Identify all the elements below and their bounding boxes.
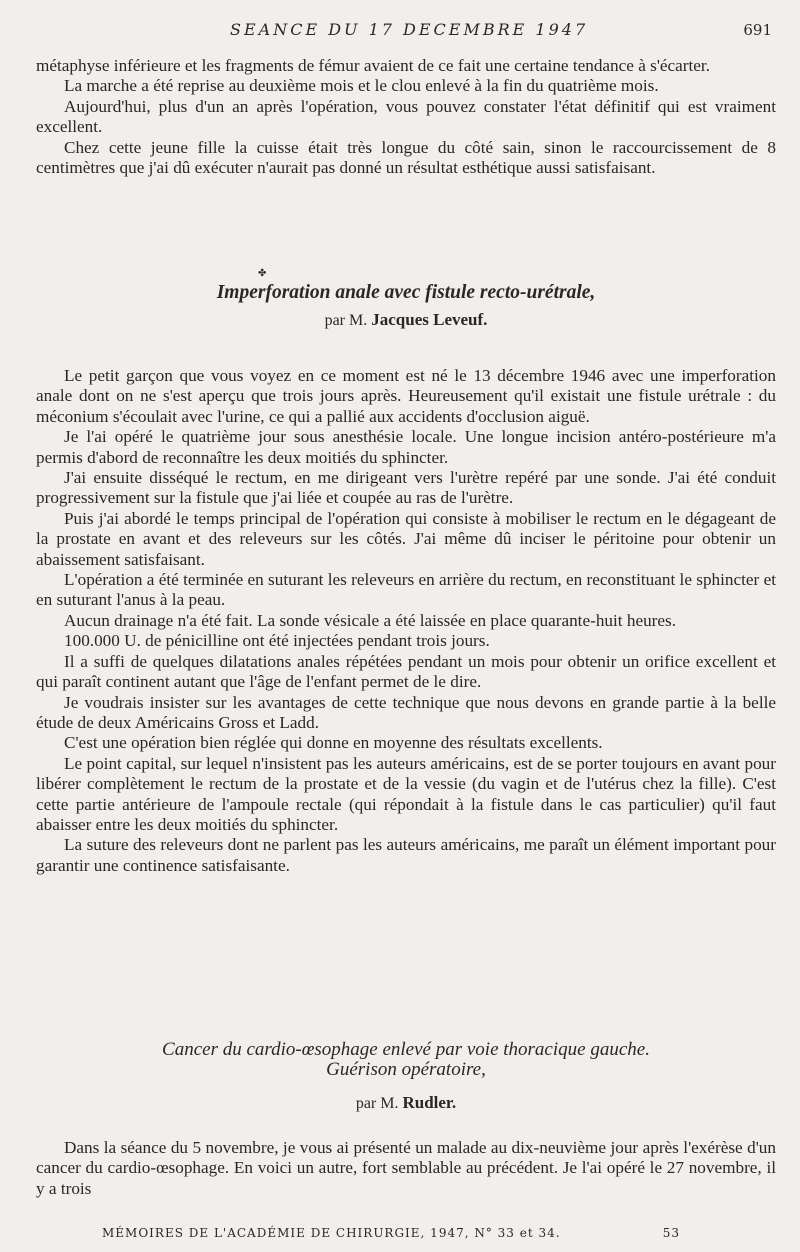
article-2-body bbox=[36, 1138, 776, 1199]
paragraph: métaphyse inférieure et les fragments de fémur avaient de ce fait une certaine tendance à s'écarter. bbox=[36, 56, 711, 75]
paragraph: Aucun drainage n'a été fait. La sonde vésicale a été laissée en place quarante-huit heures. bbox=[64, 610, 677, 630]
author-name: Rudler. bbox=[402, 1092, 457, 1112]
sheet-number: 53 bbox=[662, 1226, 680, 1240]
byline bbox=[36, 1093, 776, 1114]
author-name: Jacques Leveuf. bbox=[371, 310, 488, 330]
article-1-heading bbox=[36, 283, 776, 332]
paragraph: La marche a été reprise au deuxième mois et le clou enlevé à la fin du quatrième mois. bbox=[64, 76, 659, 96]
article-title: Imperforation anale avec fistule recto-urétrale, bbox=[216, 282, 596, 303]
continued-text bbox=[36, 56, 776, 178]
paragraph: J'ai ensuite disséqué le rectum, en me dirigeant vers l'urètre repéré par une sonde. J'ai été conduit progressivement sur la fistule que j'ai liée et coupée au ras de l'urètre. bbox=[36, 468, 776, 508]
paragraph: Je l'ai opéré le quatrième jour sous anesthésie locale. Une longue incision antéro-postérieure m'a permis d'abord de reconnaître les deux moitiés du sphincter. bbox=[36, 427, 776, 467]
article-1-body bbox=[36, 366, 776, 876]
article-title: Guérison opératoire, bbox=[326, 1059, 486, 1081]
paragraph: La suture des releveurs dont ne parlent pas les auteurs américains, me paraît un élément important pour garantir une continence satisfaisante. bbox=[36, 835, 776, 875]
paragraph: Le petit garçon que vous voyez en ce moment est né le 13 décembre 1946 avec une imperforation anale dont on ne s'est aperçu que trois jours après. Heureusement qu'il existait une fistule urétrale : du méconium s'écoulait avec l'urine, ce qui a pallié aux accidents d'occlusion aiguë. bbox=[36, 366, 776, 426]
journal-citation: MÉMOIRES DE L'ACADÉMIE DE CHIRURGIE, 1947, N° 33 et 34. bbox=[102, 1226, 561, 1240]
byline-prefix: par M. bbox=[355, 1094, 399, 1112]
running-title: SEANCE DU 17 DECEMBRE 1947 bbox=[230, 20, 589, 39]
byline bbox=[36, 310, 776, 331]
paragraph: Puis j'ai abordé le temps principal de l'opération qui consiste à mobiliser le rectum en le dégageant de la prostate en avant et des releveurs sur les côtés. J'ai même dû inciser le péritoine pour obtenir un abaissement satisfaisant. bbox=[36, 508, 776, 569]
article-title: Cancer du cardio-œsophage enlevé par voie thoracique gauche. bbox=[162, 1039, 650, 1060]
paragraph: Aujourd'hui, plus d'un an après l'opération, vous pouvez constater l'état définitif qui est vraiment excellent. bbox=[36, 96, 776, 137]
paragraph: 100.000 U. de pénicilline ont été injectées pendant trois jours. bbox=[64, 631, 490, 651]
print-mark: ✤ bbox=[258, 268, 267, 279]
paragraph: C'est une opération bien réglée qui donne en moyenne des résultats excellents. bbox=[64, 733, 603, 753]
page-number: 691 bbox=[743, 21, 772, 39]
paragraph: L'opération a été terminée en suturant les releveurs en arrière du rectum, en reconstituant le sphincter et en suturant l'anus à la peau. bbox=[36, 570, 776, 610]
byline-prefix: par M. bbox=[324, 312, 368, 330]
paragraph: Dans la séance du 5 novembre, je vous ai présenté un malade au dix-neuvième jour après l'exérèse d'un cancer du cardio-œsophage. En voici un autre, fort semblable au précédent. Je l'ai opéré le 27 novembre, il y a trois bbox=[36, 1138, 776, 1198]
paragraph: Je voudrais insister sur les avantages de cette technique que nous devons en grande partie à la belle étude de deux Américains Gross et Ladd. bbox=[36, 692, 776, 732]
running-header bbox=[0, 20, 800, 44]
paragraph: Chez cette jeune fille la cuisse était très longue du côté sain, sinon le raccourcissement de 8 centimètres que j'ai dû exécuter n'aurait pas donné un résultat esthétique aussi satisfaisant. bbox=[36, 137, 776, 178]
paragraph: Il a suffi de quelques dilatations anales répétées pendant un mois pour obtenir un orifice excellent et qui paraît continent autant que l'âge de l'enfant permet de le dire. bbox=[36, 651, 776, 692]
paragraph: Le point capital, sur lequel n'insistent pas les auteurs américains, est de se porter toujours en avant pour libérer complètement le rectum de la prostate et de la vessie (du vagin et de l'utérus chez la fille). C'est cette partie antérieure de l'ampoule rectale (qui répondait à la fistule dans le cas particulier) qu'il faut abaisser entre les deux moitiés du sphincter. bbox=[36, 753, 776, 834]
article-2-heading bbox=[36, 1040, 776, 1114]
